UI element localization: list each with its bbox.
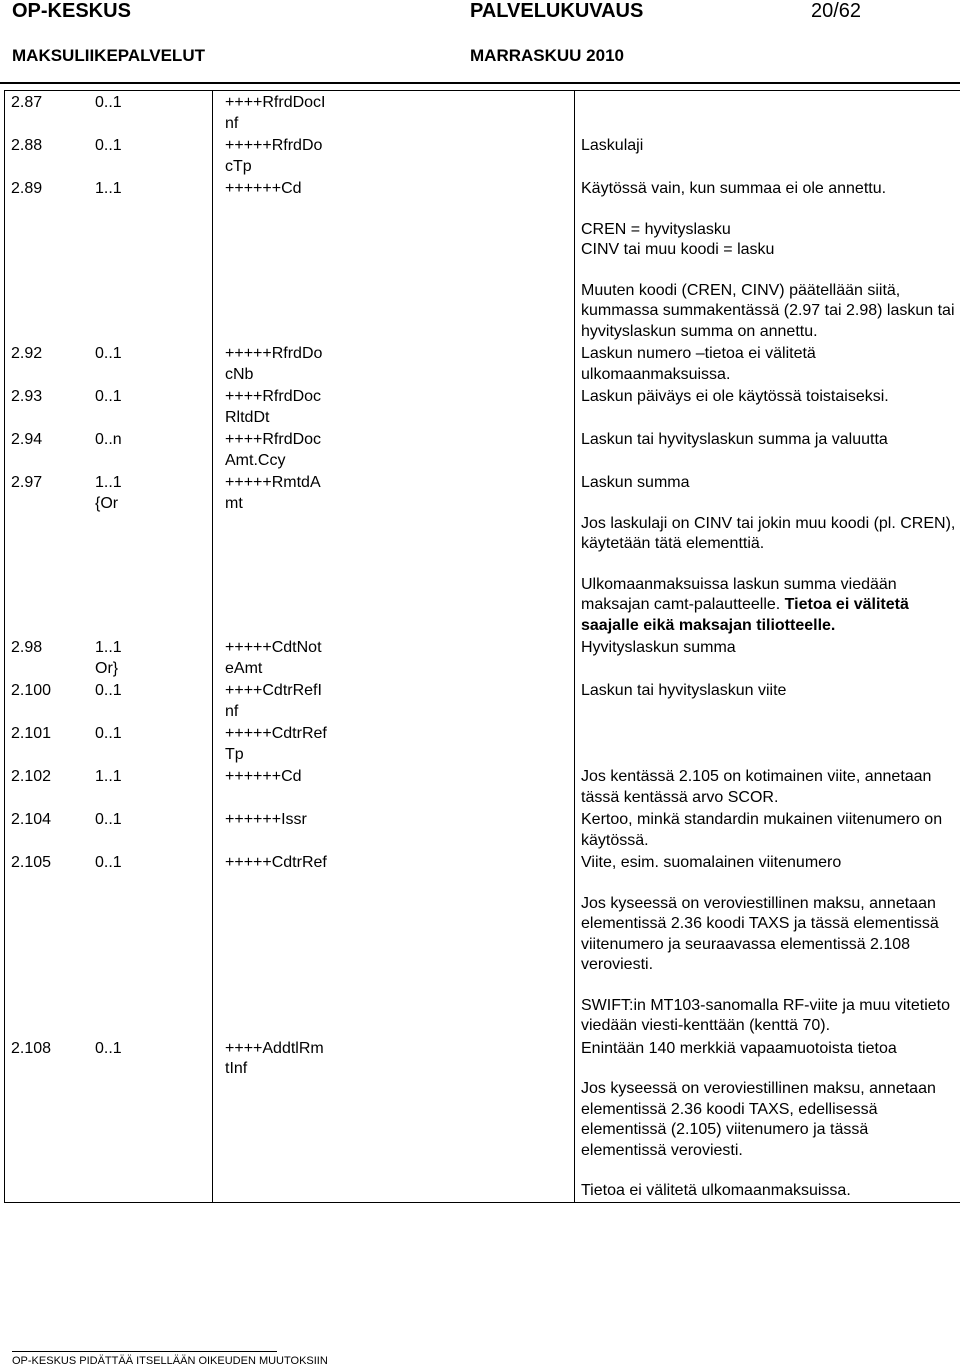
- field-description: [575, 471, 960, 636]
- field-description: [575, 177, 960, 342]
- field-description: [575, 636, 960, 679]
- field-multiplicity: 1..1: [95, 768, 122, 785]
- field-tag: +++++RmtdA mt: [213, 471, 575, 636]
- description-paragraph: Kertoo, minkä standardin mukainen viitenumero on käytössä.: [581, 811, 943, 849]
- field-tag: ++++RfrdDoc RltdDt: [213, 385, 575, 428]
- field-tag: +++++CdtrRef Tp: [213, 722, 575, 765]
- description-paragraph: Laskun numero –tietoa ei välitetä ulkomaanmaksuissa.: [581, 345, 816, 383]
- table-row: [5, 428, 960, 471]
- description-paragraph: CREN = hyvityslasku CINV tai muu koodi = lasku: [581, 220, 775, 258]
- page-number: 20/62: [811, 0, 862, 22]
- header-rule: [0, 82, 960, 84]
- description-paragraph: Laskun tai hyvityslaskun summa ja valuutta: [581, 431, 888, 448]
- document-date: MARRASKUU 2010: [470, 46, 624, 65]
- field-number: 2.101: [11, 725, 52, 742]
- department-name: MAKSULIIKEPALVELUT: [12, 46, 205, 65]
- field-description: [575, 428, 960, 471]
- table-row: [5, 177, 960, 342]
- footer-rule: [12, 1351, 277, 1352]
- field-number-cell: [5, 428, 213, 471]
- description-paragraph: Laskulaji: [581, 137, 644, 154]
- description-paragraph: Hyvityslaskun summa: [581, 639, 736, 656]
- field-tag: ++++AddtlRm tInf: [213, 1037, 575, 1203]
- org-name: OP-KESKUS: [12, 0, 131, 22]
- field-number-cell: [5, 177, 213, 342]
- description-paragraph: Käytössä vain, kun summaa ei ole annettu.: [581, 180, 887, 197]
- description-paragraph: Jos kentässä 2.105 on kotimainen viite, annetaan tässä kentässä arvo SCOR.: [581, 768, 932, 806]
- field-tag: ++++CdtrRefI nf: [213, 679, 575, 722]
- field-description: [575, 722, 960, 765]
- table-row: [5, 385, 960, 428]
- field-description: [575, 1037, 960, 1203]
- field-number: 2.97: [11, 474, 43, 491]
- field-multiplicity: 0..1: [95, 94, 122, 111]
- field-number: 2.98: [11, 639, 43, 656]
- field-description: [575, 342, 960, 385]
- table-row: [5, 471, 960, 636]
- field-number: 2.87: [11, 94, 43, 111]
- field-number-cell: [5, 1037, 213, 1203]
- field-number-cell: [5, 851, 213, 1037]
- field-number: 2.92: [11, 345, 43, 362]
- field-number-cell: [5, 679, 213, 722]
- field-description: [575, 851, 960, 1037]
- document-title: PALVELUKUVAUS: [470, 0, 644, 22]
- table-row: [5, 765, 960, 808]
- field-multiplicity: 0..1: [95, 682, 122, 699]
- description-paragraph: [581, 575, 956, 637]
- field-tag: ++++++Cd: [213, 765, 575, 808]
- field-number: 2.93: [11, 388, 43, 405]
- field-tag: +++++RfrdDo cNb: [213, 342, 575, 385]
- field-tag: ++++RfrdDocI nf: [213, 91, 575, 135]
- field-number: 2.89: [11, 180, 43, 197]
- field-description: [575, 808, 960, 851]
- description-text: Ulkomaanmaksuissa laskun summa viedään maksajan camt-palautteelle.: [581, 575, 897, 613]
- description-paragraph: Tietoa ei välitetä ulkomaanmaksuissa.: [581, 1182, 851, 1199]
- field-description: [575, 385, 960, 428]
- field-number-cell: [5, 385, 213, 428]
- field-number-cell: [5, 471, 213, 636]
- field-multiplicity: 0..1: [95, 137, 122, 154]
- table-row: [5, 851, 960, 1037]
- field-number-cell: [5, 722, 213, 765]
- field-number-cell: [5, 765, 213, 808]
- field-number-cell: [5, 91, 213, 135]
- field-description: [575, 134, 960, 177]
- field-multiplicity: 1..1 Or}: [95, 639, 122, 677]
- field-multiplicity: 0..1: [95, 1039, 122, 1057]
- field-multiplicity: 0..1: [95, 345, 122, 362]
- field-tag: ++++++Issr: [213, 808, 575, 851]
- field-multiplicity: 0..1: [95, 388, 122, 405]
- table-row: [5, 722, 960, 765]
- table-row: [5, 342, 960, 385]
- field-table: [4, 90, 960, 1203]
- field-tag: +++++RfrdDo cTp: [213, 134, 575, 177]
- field-description: [575, 91, 960, 135]
- field-tag: +++++CdtNot eAmt: [213, 636, 575, 679]
- field-number-cell: [5, 134, 213, 177]
- field-number-cell: [5, 808, 213, 851]
- description-paragraph: Viite, esim. suomalainen viitenumero: [581, 854, 842, 871]
- field-description: [575, 679, 960, 722]
- description-paragraph: Muuten koodi (CREN, CINV) päätellään siitä, kummassa summakentässä (2.97 tai 2.98) laskun tai hyvityslaskun summa on annettu.: [581, 281, 955, 340]
- footer-note: OP-KESKUS PIDÄTTÄÄ ITSELLÄÄN OIKEUDEN MUUTOKSIIN: [12, 1355, 328, 1367]
- table-row: [5, 679, 960, 722]
- field-description: [575, 765, 960, 808]
- description-paragraph: Jos kyseessä on veroviestillinen maksu, annetaan elementissä 2.36 koodi TAXS, edellisessä elementissä (2.105) viitenumero ja tässä elementissä veroviesti.: [581, 1080, 936, 1159]
- field-number: 2.102: [11, 768, 52, 785]
- field-number-cell: [5, 636, 213, 679]
- field-number: 2.100: [11, 682, 52, 699]
- description-paragraph: Laskun tai hyvityslaskun viite: [581, 682, 787, 699]
- table-row: [5, 1037, 960, 1203]
- description-bold-text: Tietoa ei välitetä saajalle eikä maksajan tiliotteelle.: [581, 596, 909, 634]
- field-multiplicity: 0..n: [95, 431, 122, 448]
- field-tag: +++++CdtrRef: [213, 851, 575, 1037]
- field-multiplicity: 0..1: [95, 854, 122, 871]
- field-multiplicity: 0..1: [95, 725, 122, 742]
- field-tag: ++++RfrdDoc Amt.Ccy: [213, 428, 575, 471]
- field-number: 2.104: [11, 811, 52, 828]
- table-row: [5, 91, 960, 135]
- field-number: 2.105: [11, 854, 52, 871]
- table-row: [5, 636, 960, 679]
- field-number: 2.94: [11, 431, 43, 448]
- field-number: 2.88: [11, 137, 43, 154]
- field-tag: ++++++Cd: [213, 177, 575, 342]
- table-row: [5, 134, 960, 177]
- description-paragraph: Enintään 140 merkkiä vapaamuotoista tietoa: [581, 1039, 897, 1057]
- description-paragraph: Jos kyseessä on veroviestillinen maksu, annetaan elementissä 2.36 koodi TAXS ja tässä elementissä viitenumero ja seuraavassa elementissä 2.108 veroviesti.: [581, 894, 939, 973]
- description-paragraph: Laskun summa: [581, 474, 690, 491]
- field-number: 2.108: [11, 1039, 52, 1057]
- field-number-cell: [5, 342, 213, 385]
- field-multiplicity: 1..1 {Or: [95, 474, 122, 512]
- table-row: [5, 808, 960, 851]
- field-multiplicity: 1..1: [95, 180, 122, 197]
- description-paragraph: Laskun päiväys ei ole käytössä toistaiseksi.: [581, 388, 889, 405]
- field-multiplicity: 0..1: [95, 811, 122, 828]
- description-paragraph: Jos laskulaji on CINV tai jokin muu koodi (pl. CREN), käytetään tätä elementtiä.: [581, 514, 956, 552]
- description-paragraph: SWIFT:in MT103-sanomalla RF-viite ja muu vitetieto viedään viesti-kenttään (kenttä 70).: [581, 996, 950, 1034]
